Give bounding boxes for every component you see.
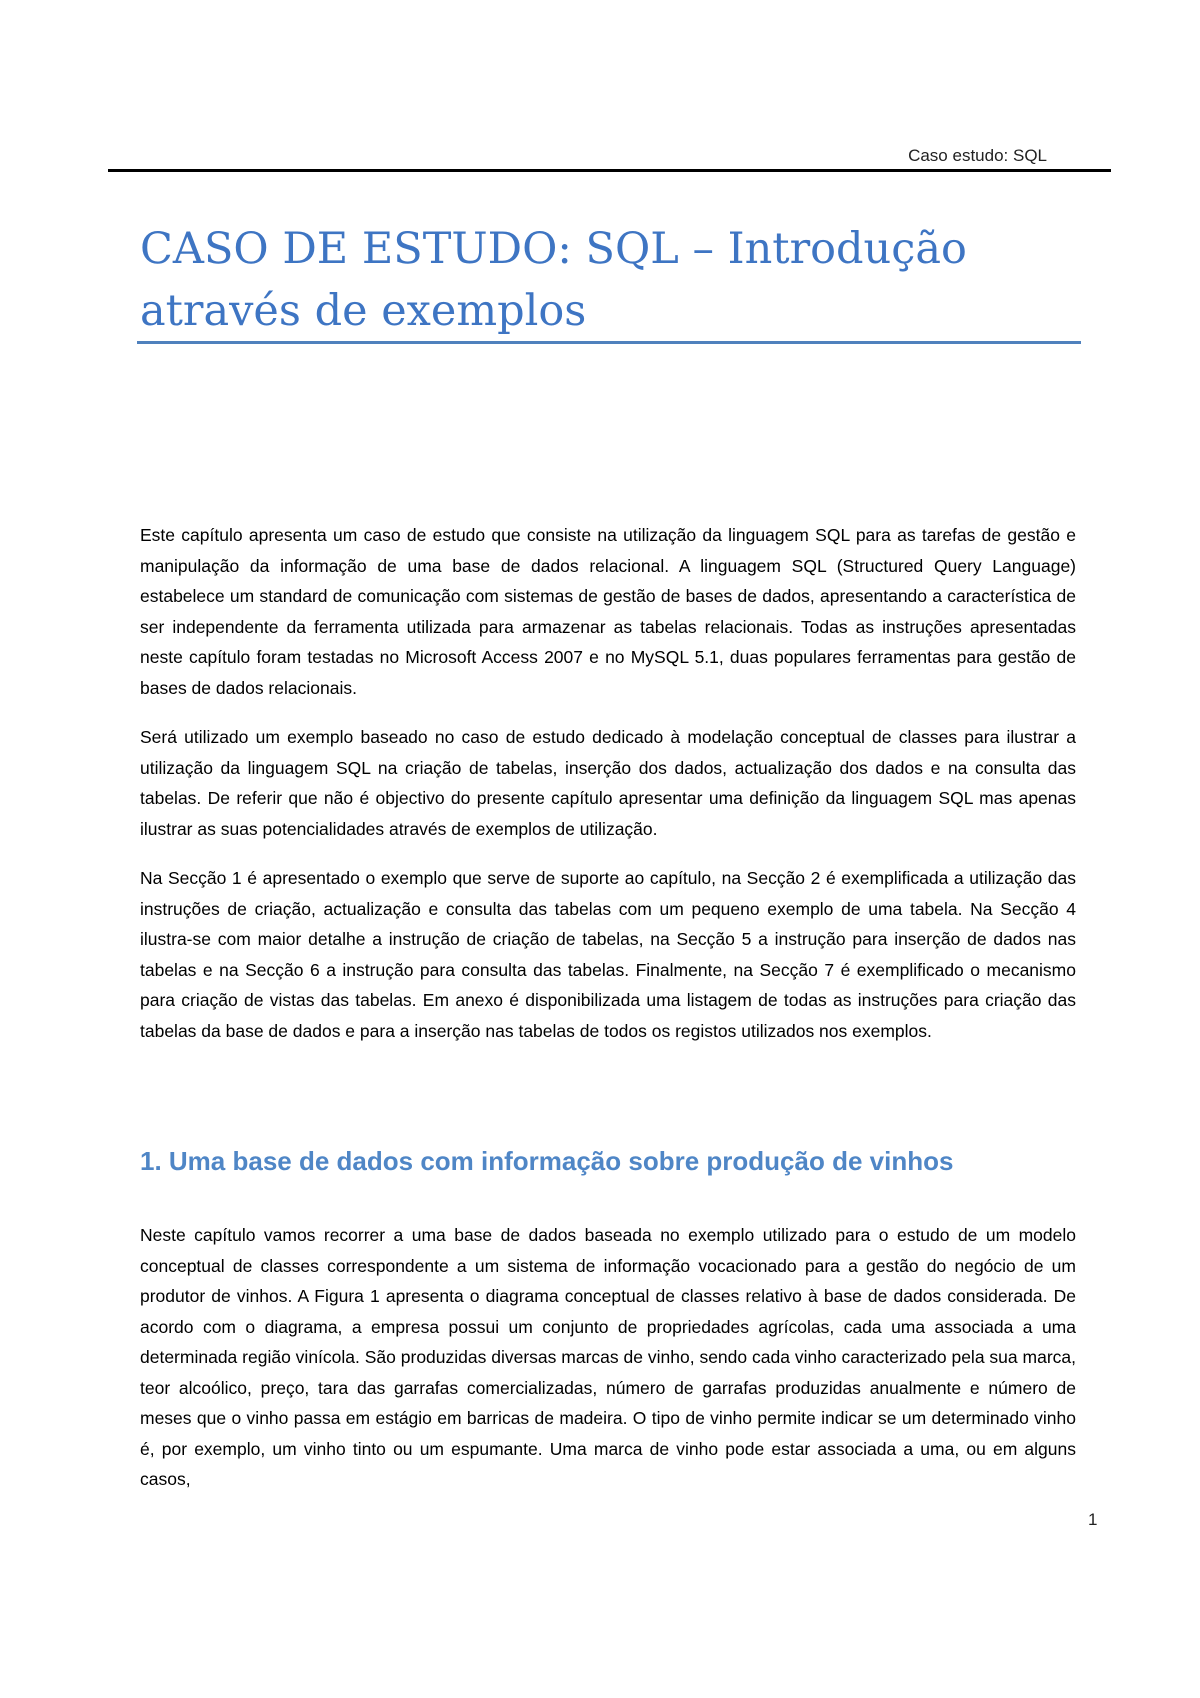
header-rule — [108, 169, 1111, 172]
intro-paragraph-1: Este capítulo apresenta um caso de estudo que consiste na utilização da linguagem SQL para as tarefas de gestão e manipulação da informação de uma base de dados relacional. A linguagem SQL (Structured Query Language) estabelece um standard de comunicação com sistemas de gestão de bases de dados, apresentando a característica de ser independente da ferramenta utilizada para armazenar as tabelas relacionais. Todas as instruções apresentadas neste capítulo foram testadas no Microsoft Access 2007 e no MySQL 5.1, duas populares ferramentas para gestão de bases de dados relacionais. — [140, 525, 1076, 698]
running-header: Caso estudo: SQL — [908, 146, 1047, 165]
intro-paragraph-2: Será utilizado um exemplo baseado no caso de estudo dedicado à modelação conceptual de classes para ilustrar a utilização da linguagem SQL na criação de tabelas, inserção dos dados, actualização dos dados e na consulta das tabelas. De referir que não é objectivo do presente capítulo apresentar uma definição da linguagem SQL mas apenas ilustrar as suas potencialidades através de exemplos de utilização. — [140, 727, 1076, 839]
document-title: CASO DE ESTUDO: SQL – Introdução através de exemplos — [140, 224, 967, 336]
page-number: 1 — [1088, 1510, 1098, 1529]
section-paragraph: Neste capítulo vamos recorrer a uma base de dados baseada no exemplo utilizado para o estudo de um modelo conceptual de classes correspondente a um sistema de informação vocacionado para a gestão do negócio de um produtor de vinhos. A Figura 1 apresenta o diagrama conceptual de classes relativo à base de dados considerada. De acordo com o diagrama, a empresa possui um conjunto de propriedades agrícolas, cada uma associada a uma determinada região vinícola. São produzidas diversas marcas de vinho, sendo cada vinho caracterizado pela sua marca, teor alcoólico, preço, tara das garrafas comercializadas, número de garrafas produzidas anualmente e número de meses que o vinho passa em estágio em barricas de madeira. O tipo de vinho permite indicar se um determinado vinho é, por exemplo, um vinho tinto ou um espumante. Uma marca de vinho pode estar associada a uma, ou em alguns casos, — [140, 1225, 1076, 1489]
section-heading: 1. Uma base de dados com informação sobre produção de vinhos — [140, 1146, 954, 1176]
intro-paragraph-3: Na Secção 1 é apresentado o exemplo que serve de suporte ao capítulo, na Secção 2 é exemplificada a utilização das instruções de criação, actualização e consulta das tabelas com um pequeno exemplo de uma tabela. Na Secção 4 ilustra-se com maior detalhe a instrução de criação de tabelas, na Secção 5 a instrução para inserção de dados nas tabelas e na Secção 6 a instrução para consulta das tabelas. Finalmente, na Secção 7 é exemplificado o mecanismo para criação de vistas das tabelas. Em anexo é disponibilizada uma listagem de todas as instruções para criação das tabelas da base de dados e para a inserção nas tabelas de todos os registos utilizados nos exemplos. — [140, 868, 1076, 1041]
title-rule — [137, 341, 1081, 344]
